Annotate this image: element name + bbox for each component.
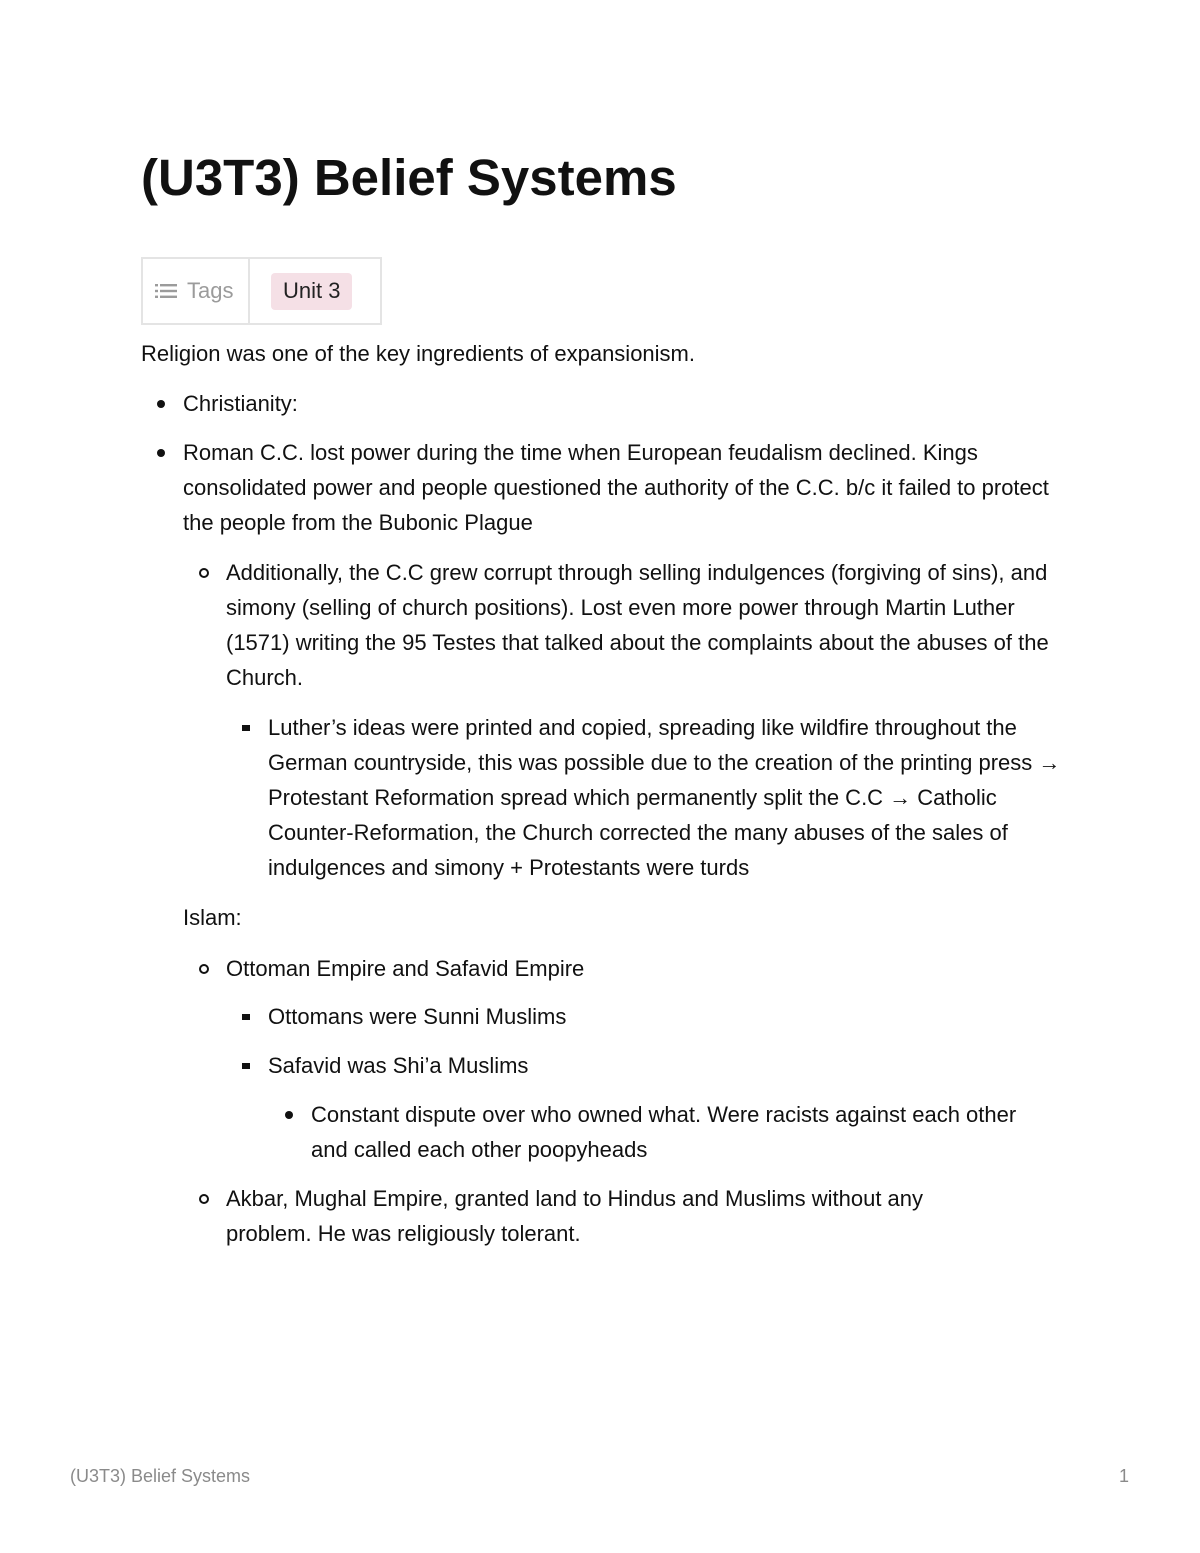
list-item <box>141 951 1071 986</box>
bullet-square <box>242 1014 250 1020</box>
list-item-text: Safavid was Shi’a Muslims <box>268 1053 529 1078</box>
list-item <box>141 999 1071 1034</box>
tags-label: Tags <box>187 278 234 303</box>
intro-paragraph: Religion was one of the key ingredients of expansionism. <box>141 341 695 366</box>
footer-page-number: 1 <box>1118 1466 1129 1486</box>
list-item <box>141 900 1071 935</box>
bullet-disc <box>285 1111 293 1119</box>
footer-title: (U3T3) Belief Systems <box>70 1466 251 1486</box>
property-name-cell <box>142 258 249 324</box>
list-item <box>141 1048 1071 1083</box>
bullet-square <box>242 1063 250 1069</box>
document-body <box>141 336 1071 1251</box>
bullet-circle <box>199 568 209 578</box>
list-item <box>141 386 1071 421</box>
list-item <box>141 1097 1071 1167</box>
list-item-text: Luther’s ideas were printed and copied, spreading like wildfire throughout the German countryside, this was possible due to the creation of the printing press → Protestant Reformation spread which permanently split the C.C → Catholic Counter-Reformation, the Church corrected the many abuses of the sales of indulgences and simony + Protestants were turds <box>268 715 1061 880</box>
list-item-text: Ottoman Empire and Safavid Empire <box>226 956 585 981</box>
tag-unit-3[interactable]: Unit 3 <box>271 273 352 310</box>
list-item-text: Akbar, Mughal Empire, granted land to Hindus and Muslims without any problem. He was religiously tolerant. <box>226 1186 924 1246</box>
bullet-square <box>242 725 250 731</box>
list-item <box>141 710 1071 885</box>
bullet-disc <box>157 449 165 457</box>
list-item <box>141 555 1071 695</box>
list-item <box>141 1181 1071 1251</box>
section-label-islam: Islam: <box>183 905 242 930</box>
bullet-disc <box>157 400 165 408</box>
properties-table <box>141 257 382 325</box>
list-item <box>141 435 1071 540</box>
list-item-text: Roman C.C. lost power during the time when European feudalism declined. Kings consolidated power and people questioned the authority of the C.C. b/c it failed to protect the people from the Bubonic Plague <box>183 440 1049 535</box>
list-item-text: Additionally, the C.C grew corrupt through selling indulgences (forgiving of sins), and simony (selling of church positions). Lost even more power through Martin Luther (1571) writing the 95 Testes that talked about the complaints about the abuses of the Church. <box>226 560 1049 690</box>
list-item-text: Christianity: <box>183 391 298 416</box>
bullet-circle <box>199 964 209 974</box>
list-item-text: Ottomans were Sunni Muslims <box>268 1004 567 1029</box>
page-title: (U3T3) Belief Systems <box>141 149 677 206</box>
property-row-tags <box>142 258 381 324</box>
bullet-circle <box>199 1194 209 1204</box>
list-icon <box>155 283 177 299</box>
property-value-cell[interactable] <box>249 258 381 324</box>
list-item-text: Constant dispute over who owned what. Were racists against each other and called each other poopyheads <box>311 1102 1017 1162</box>
